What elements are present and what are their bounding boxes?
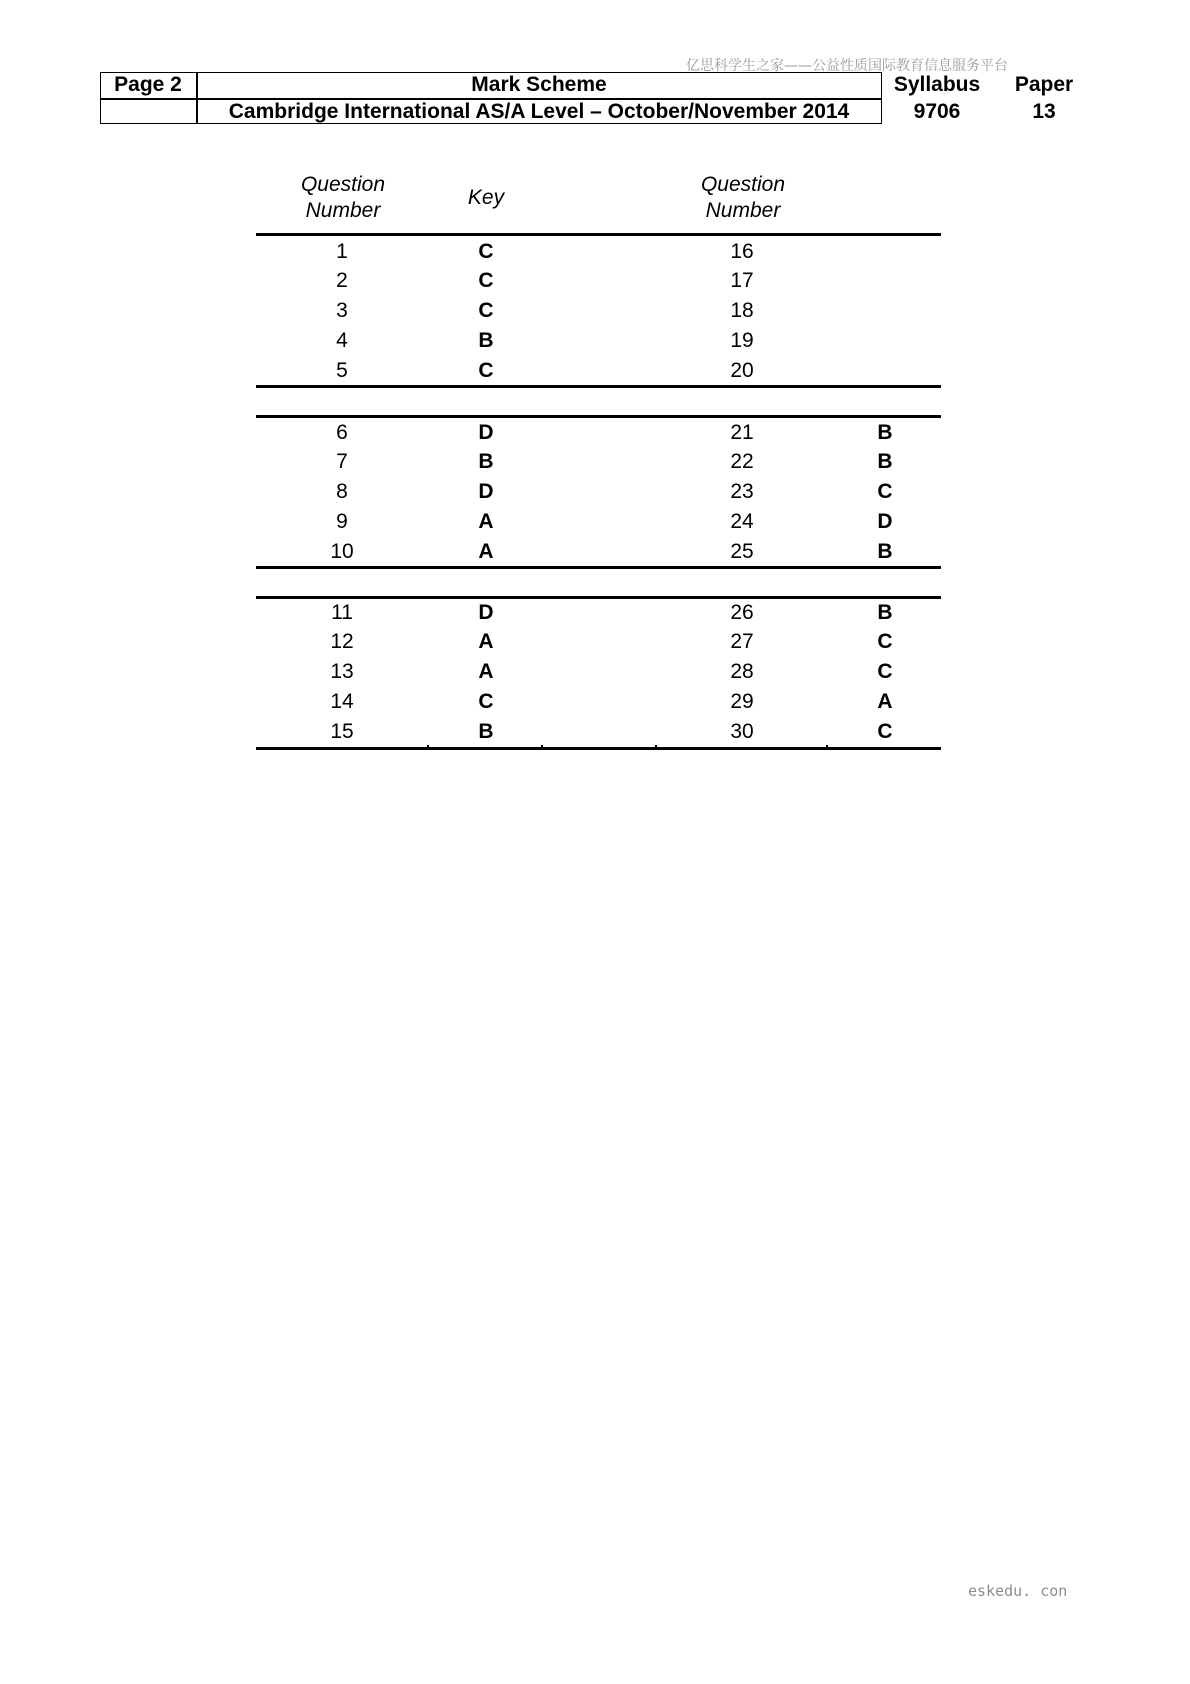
table-rule	[256, 385, 941, 388]
question-number: 19	[730, 329, 754, 352]
answer-key: D	[478, 601, 494, 624]
answer-key: C	[478, 690, 494, 713]
answer-key: D	[478, 480, 494, 503]
question-number: 6	[336, 421, 348, 444]
answer-key: B	[877, 421, 893, 444]
question-number: 26	[730, 601, 754, 624]
answer-key: D	[877, 510, 893, 533]
question-number: 21	[730, 421, 754, 444]
answer-key: B	[877, 601, 893, 624]
answer-key: C	[478, 359, 494, 382]
answer-key: B	[478, 329, 494, 352]
question-number: 8	[336, 480, 348, 503]
column-header-key: Key	[467, 186, 505, 209]
answer-key: C	[478, 299, 494, 322]
paper-value: 13	[1032, 100, 1056, 123]
answer-key: A	[478, 660, 494, 683]
answer-key: C	[877, 630, 893, 653]
answer-key: C	[877, 720, 893, 743]
answer-key: B	[877, 540, 893, 563]
table-rule	[256, 747, 941, 750]
column-divider	[655, 745, 657, 750]
watermark-top: 亿思科学生之家——公益性质国际教育信息服务平台	[686, 58, 1008, 74]
answer-key: C	[877, 480, 893, 503]
question-number: 9	[336, 510, 348, 533]
column-header-question-number-2: Question Number	[700, 173, 786, 222]
table-rule	[256, 233, 941, 236]
question-number: 25	[730, 540, 754, 563]
question-number: 5	[336, 359, 348, 382]
question-number: 10	[330, 540, 354, 563]
column-divider	[427, 745, 429, 750]
question-number: 28	[730, 660, 754, 683]
table-rule	[256, 566, 941, 569]
answer-key: C	[478, 269, 494, 292]
question-number: 2	[336, 269, 348, 292]
answer-key: C	[478, 240, 494, 263]
question-number: 27	[730, 630, 754, 653]
syllabus-value: 9706	[913, 100, 961, 123]
question-number: 12	[330, 630, 354, 653]
column-divider	[541, 745, 543, 750]
answer-key: B	[877, 450, 893, 473]
question-number: 16	[730, 240, 754, 263]
syllabus-label: Syllabus	[893, 73, 981, 96]
column-header-question-number: Question Number	[300, 173, 386, 222]
question-number: 30	[730, 720, 754, 743]
watermark-bottom: eskedu. con	[968, 1582, 1068, 1600]
question-number: 22	[730, 450, 754, 473]
document-title: Mark Scheme	[471, 73, 607, 96]
document-subtitle: Cambridge International AS/A Level – October/November 2014	[228, 100, 850, 123]
question-number: 7	[336, 450, 348, 473]
question-number: 11	[331, 601, 353, 624]
answer-key: A	[478, 510, 494, 533]
answer-key: A	[478, 630, 494, 653]
answer-key: A	[478, 540, 494, 563]
table-rule	[256, 596, 941, 599]
question-number: 24	[730, 510, 754, 533]
column-divider	[826, 745, 828, 750]
answer-key: A	[877, 690, 893, 713]
question-number: 14	[330, 690, 354, 713]
question-number: 4	[336, 329, 348, 352]
question-number: 20	[730, 359, 754, 382]
answer-key: C	[877, 660, 893, 683]
question-number: 13	[330, 660, 354, 683]
question-number: 1	[336, 240, 348, 263]
question-number: 15	[330, 720, 354, 743]
answer-key: B	[478, 720, 494, 743]
question-number: 23	[730, 480, 754, 503]
paper-label: Paper	[1014, 73, 1074, 96]
question-number: 17	[730, 269, 754, 292]
table-rule	[256, 415, 941, 418]
question-number: 29	[730, 690, 754, 713]
page-number: Page 2	[114, 73, 182, 96]
question-number: 18	[730, 299, 754, 322]
answer-key: B	[478, 450, 494, 473]
question-number: 3	[336, 299, 348, 322]
answer-key: D	[478, 421, 494, 444]
